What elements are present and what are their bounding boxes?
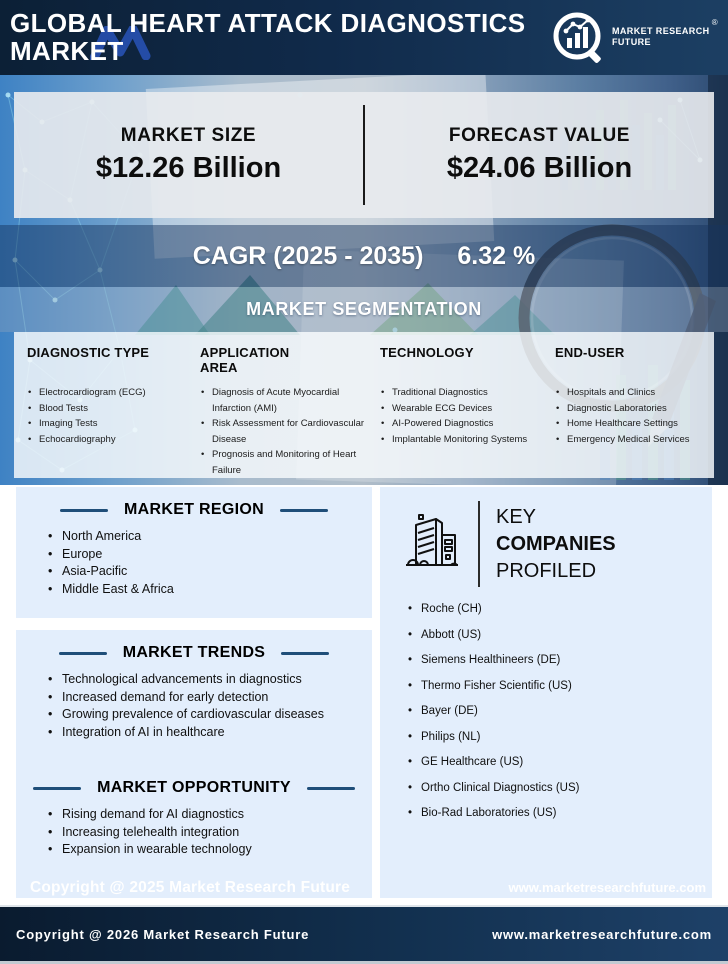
list-item: • Bayer (DE) [408,705,712,717]
cagr-value: 6.32 % [457,241,536,270]
market-region-panel [16,487,372,618]
segmentation-column-diagnostic-type [27,345,200,478]
footer-bar [0,905,728,964]
segmentation-items [380,385,545,447]
market-region-title-row [16,487,372,519]
market-opportunity-list [48,806,372,859]
companies-list [408,603,712,819]
list-item: • Asia-Pacific [48,563,372,581]
market-region-list [48,528,372,598]
list-item: • Hospitals and Clinics [555,385,717,401]
list-item: • North America [48,528,372,546]
list-item: • GE Healthcare (US) [408,756,712,768]
market-size-label: MARKET SIZE [120,125,257,146]
key-companies-title [496,504,616,585]
list-item: • Increasing telehealth integration [48,824,372,842]
segmentation-title-band [0,287,728,332]
list-item: • Home Healthcare Settings [555,416,717,432]
market-region-title: MARKET REGION [124,501,264,518]
list-item: • Europe [48,546,372,564]
companies-header-divider [478,501,480,587]
list-item: • Expansion in wearable technology [48,841,372,859]
list-item: • Blood Tests [27,401,190,417]
segmentation-panel [14,332,714,478]
brand-logo [551,10,720,64]
header-bar [0,0,728,75]
segmentation-column-end-user [555,345,727,478]
brand-logo-text: MARKET RESEARCH FUTURE ® [612,18,718,47]
key-companies-panel [380,487,712,898]
list-item: • Bio-Rad Laboratories (US) [408,807,712,819]
key-companies-title-line3: PROFILED [496,559,597,582]
list-item: • Middle East & Africa [48,581,372,599]
segmentation-column-application-area [200,345,380,478]
cagr-band [0,225,728,287]
page-title-line1: GLOBAL HEART ATTACK DIAGNOSTICS [10,8,526,38]
title-dash-left [59,652,107,655]
list-item: • Siemens Healthineers (DE) [408,654,712,666]
page-title [10,9,526,65]
list-item: • Philips (NL) [408,731,712,743]
list-item: • Thermo Fisher Scientific (US) [408,680,712,692]
segmentation-heading: TECHNOLOGY [380,345,474,360]
segmentation-items [27,385,190,447]
market-opportunity-title: MARKET OPPORTUNITY [97,779,291,796]
registered-trademark: ® [711,18,718,27]
list-item: • AI-Powered Diagnostics [380,416,545,432]
footer-copyright: Copyright @ 2026 Market Research Future [16,926,310,942]
list-item: • Ortho Clinical Diagnostics (US) [408,782,712,794]
segmentation-column-technology [380,345,555,478]
segmentation-items [555,385,717,447]
list-item: • Risk Assessment for Cardiovascular Disease [200,416,370,447]
key-companies-title-line2: COMPANIES [496,532,616,555]
market-stats-panel [14,92,714,218]
list-item: • Increased demand for early detection [48,689,372,707]
list-item: • Abbott (US) [408,629,712,641]
list-item: • Traditional Diagnostics [380,385,545,401]
forecast-value: $24.06 Billion [446,152,633,184]
title-dash-right [281,652,329,655]
key-companies-header [380,487,712,587]
market-trends-list [48,671,372,741]
market-size-block [14,92,363,218]
list-item: • Electrocardiogram (ECG) [27,385,190,401]
lower-section [0,485,728,905]
segmentation-grid [14,332,714,478]
list-item: • Implantable Monitoring Systems [380,432,545,448]
forecast-value-block [365,92,714,218]
list-item: • Prognosis and Monitoring of Heart Failure [200,447,370,478]
list-item: • Diagnostic Laboratories [555,401,717,417]
market-trends-panel [16,630,372,898]
list-item: • Integration of AI in healthcare [48,724,372,742]
forecast-value-label: FORECAST VALUE [448,125,631,146]
market-size-value: $12.26 Billion [95,152,282,184]
hero-section [0,75,728,485]
market-opportunity-title-row [16,741,372,797]
list-item: • Technological advancements in diagnostics [48,671,372,689]
title-dash-left [33,787,81,790]
page-title-line2: MARKET [10,36,124,66]
list-item: • Rising demand for AI diagnostics [48,806,372,824]
list-item: • Emergency Medical Services [555,432,717,448]
list-item: • Wearable ECG Devices [380,401,545,417]
title-dash-right [307,787,355,790]
list-item: • Growing prevalence of cardiovascular diseases [48,706,372,724]
segmentation-heading: DIAGNOSTIC TYPE [27,345,150,360]
market-trends-title-row [16,630,372,662]
key-companies-title-line1: KEY [496,505,537,528]
magnifier-chart-logo-icon [551,10,605,64]
copyright-watermark: Copyright @ 2025 Market Research Future [30,879,351,896]
list-item: • Diagnosis of Acute Myocardial Infarction (AMI) [200,385,370,416]
website-watermark: www.marketresearchfuture.com [508,880,706,895]
segmentation-heading: END-USER [555,345,625,360]
footer-website: www.marketresearchfuture.com [492,926,712,942]
list-item: • Roche (CH) [408,603,712,615]
list-item: • Imaging Tests [27,416,190,432]
market-trends-title: MARKET TRENDS [122,644,266,661]
title-dash-right [280,509,328,512]
list-item: • Echocardiography [27,432,190,448]
building-icon [402,513,460,575]
cagr-label: CAGR (2025 - 2035) [192,241,424,270]
segmentation-heading: APPLICATION AREA [200,345,290,375]
title-dash-left [60,509,108,512]
segmentation-items [200,385,370,478]
segmentation-title: MARKET SEGMENTATION [246,299,482,319]
